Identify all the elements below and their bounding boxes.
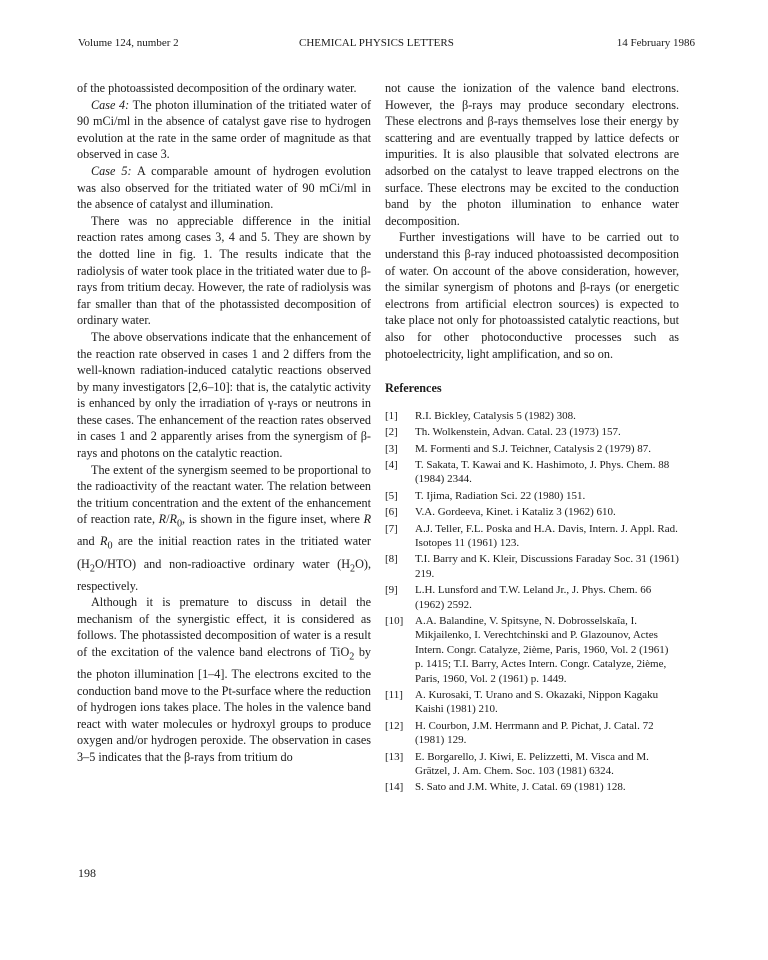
- reference-item: [385, 409, 679, 423]
- reference-text: M. Formenti and S.J. Teichner, Catalysis 2 (1979) 87.: [415, 442, 651, 455]
- reference-number: [14]: [385, 781, 404, 794]
- right-column: [385, 80, 679, 797]
- paragraph: of the photoassisted decomposition of the ordinary water.: [77, 81, 357, 95]
- reference-item: [385, 552, 679, 581]
- reference-number: [2]: [385, 426, 398, 439]
- reference-number: [8]: [385, 553, 398, 566]
- reference-text: T. Ijima, Radiation Sci. 22 (1980) 151.: [415, 489, 586, 502]
- volume-label: Volume 124, number 2: [78, 37, 179, 49]
- reference-text: E. Borgarello, J. Kiwi, E. Pelizzetti, M. Visca and M. Grätzel, J. Am. Chem. Soc. 103 (1981) 6324.: [415, 750, 649, 778]
- paragraph: Although it is premature to discuss in detail the mechanism of the synergistic effect, it is considered as follows. The photassisted decomposition of water is a result of the excitation of the valence band electrons of TiO$_2$ by the photon illumination [1–4]. The electrons excited to the conduction band move to the Pt-surface where the reduction of hydrogen ions takes place. The holes in the valence band react with water molecules or hydroxyl groups to produce oxygen and/or hydrogen peroxide. The observation in cases 3–5 indicates that the β-rays from tritium do: [77, 595, 372, 764]
- reference-item: [385, 489, 679, 503]
- reference-item: [385, 425, 679, 439]
- issue-date: 14 February 1986: [616, 37, 695, 49]
- reference-item: [385, 505, 679, 519]
- reference-number: [3]: [385, 442, 398, 455]
- paragraph: There was no appreciable difference in the initial reaction rates among cases 3, 4 and 5. They are shown by the dotted line in fig. 1. The results indicate that the radiolysis of water took place in the tritiated water due to β-rays from tritium decay. However, the rate of radiolysis was far smaller than that of the photassisted decomposition of ordinary water.: [77, 213, 371, 328]
- reference-text: V.A. Gordeeva, Kinet. i Kataliz 3 (1962) 610.: [415, 506, 616, 519]
- reference-number: [11]: [385, 689, 403, 701]
- reference-number: [6]: [385, 506, 398, 519]
- reference-item: [385, 688, 679, 717]
- reference-item: [385, 522, 679, 551]
- paragraph: The above observations indicate that the enhancement of the reaction rate observed in cases 1 and 2 differs from the well-known radiation-induced catalytic reactions observed by many investigators [2,6–10]: that is, the catalytic activity is enhanced by only the irradiation of γ-rays or neutrons in these cases. The enhancement of the reaction rates observed in cases 1 and 2 apparently arises from the synergism of β-rays and photons on the catalytic reaction.: [77, 329, 371, 461]
- reference-number: [5]: [385, 489, 398, 502]
- paragraph: Further investigations will have to be carried out to understand this β-ray induced photoassisted decomposition of water. On account of the above consideration, however, the similar synergism of photons and β-rays (or energetic electrons from artificial electron sources) is expected to take place not only for photoassisted catalytic reactions, but also for other photoconductive processes such as photoelectricity, light amplification, and so on.: [385, 230, 679, 361]
- reference-item: [385, 458, 679, 487]
- reference-number: [9]: [385, 584, 398, 597]
- reference-number: [7]: [385, 522, 398, 535]
- reference-text: Th. Wolkenstein, Advan. Catal. 23 (1973) 157.: [415, 426, 621, 439]
- reference-item: [385, 583, 679, 612]
- paragraph: not cause the ionization of the valence band electrons. However, the β-rays may produce secondary electrons. These electrons and β-rays themselves lose their energy by scattering and are eventually trapped by lattice defects or impurities. It is also plausible that solvated electrons are adsorbed on the catalyst to leave trapped electrons on the surface. These electrons may be excited to the conduction band by the photon illumination to enhance water decomposition.: [385, 81, 679, 228]
- reference-text: T. Sakata, T. Kawai and K. Hashimoto, J. Phys. Chem. 88 (1984) 2344.: [415, 458, 670, 486]
- reference-text: A. Kurosaki, T. Urano and S. Okazaki, Nippon Kagaku Kaishi (1981) 210.: [415, 689, 659, 716]
- reference-text: L.H. Lunsford and T.W. Leland Jr., J. Phys. Chem. 66 (1962) 2592.: [415, 584, 652, 611]
- reference-text: A.J. Teller, F.L. Poska and H.A. Davis, Intern. J. Appl. Rad. Isotopes 11 (1961) 123.: [415, 522, 678, 549]
- reference-text: S. Sato and J.M. White, J. Catal. 69 (1981) 128.: [415, 781, 626, 794]
- reference-item: [385, 719, 679, 748]
- paragraph: Case 4: The photon illumination of the tritiated water of 90 mCi/ml in the absence of catalyst gave rise to hydrogen evolution at the rate in the same order of magnitude as that observed in case 3.: [77, 97, 372, 162]
- reference-number: [13]: [385, 750, 404, 763]
- reference-text: H. Courbon, J.M. Herrmann and P. Pichat, J. Catal. 72 (1981) 129.: [415, 719, 654, 747]
- reference-item: [385, 780, 679, 794]
- paragraph: The extent of the synergism seemed to be proportional to the radioactivity of the reactant water. The relation between the tritium concentration and the extent of the enhancement of reaction rate, $R/R_0$, is shown in the figure inset, where R and $R_0$ are the initial reaction rates in the tritiated water $(H_2O/HTO)$ and non-radioactive ordinary water $(H_2O)$, respectively.: [77, 462, 372, 593]
- reference-number: [4]: [385, 458, 398, 471]
- right-column-body: [385, 80, 679, 362]
- references-list: [385, 409, 679, 795]
- reference-item: [385, 750, 679, 779]
- reference-text: A.A. Balandine, V. Spitsyne, N. Dobrosselskaîa, I. Mikjailenko, I. Verechtchinski and P. Glazounov, Actes Intern. Congr. Catalyze, 2ième, Paris, 1960, Vol. 2 (1961) p. 1415; T.I. Barry, Actes Intern. Congr. Catalyze, 2ième, Paris, 1960, Vol. 2 (1961) p. 1449.: [415, 614, 669, 685]
- references-heading: References: [385, 381, 442, 396]
- journal-title: CHEMICAL PHYSICS LETTERS: [299, 37, 454, 49]
- paragraph: Case 5: A comparable amount of hydrogen evolution was also observed for the tritiated water of 90 mCi/ml in the absence of catalyst and illumination.: [77, 163, 372, 212]
- reference-item: [385, 442, 679, 456]
- running-header: [78, 37, 695, 53]
- reference-number: [12]: [385, 719, 404, 732]
- reference-item: [385, 614, 679, 686]
- reference-number: [1]: [385, 409, 398, 422]
- reference-number: [10]: [385, 614, 404, 627]
- page-number: 198: [78, 866, 96, 880]
- reference-text: R.I. Bickley, Catalysis 5 (1982) 308.: [415, 409, 576, 422]
- reference-text: T.I. Barry and K. Kleir, Discussions Faraday Soc. 31 (1961) 219.: [415, 553, 679, 580]
- left-column: [77, 80, 371, 766]
